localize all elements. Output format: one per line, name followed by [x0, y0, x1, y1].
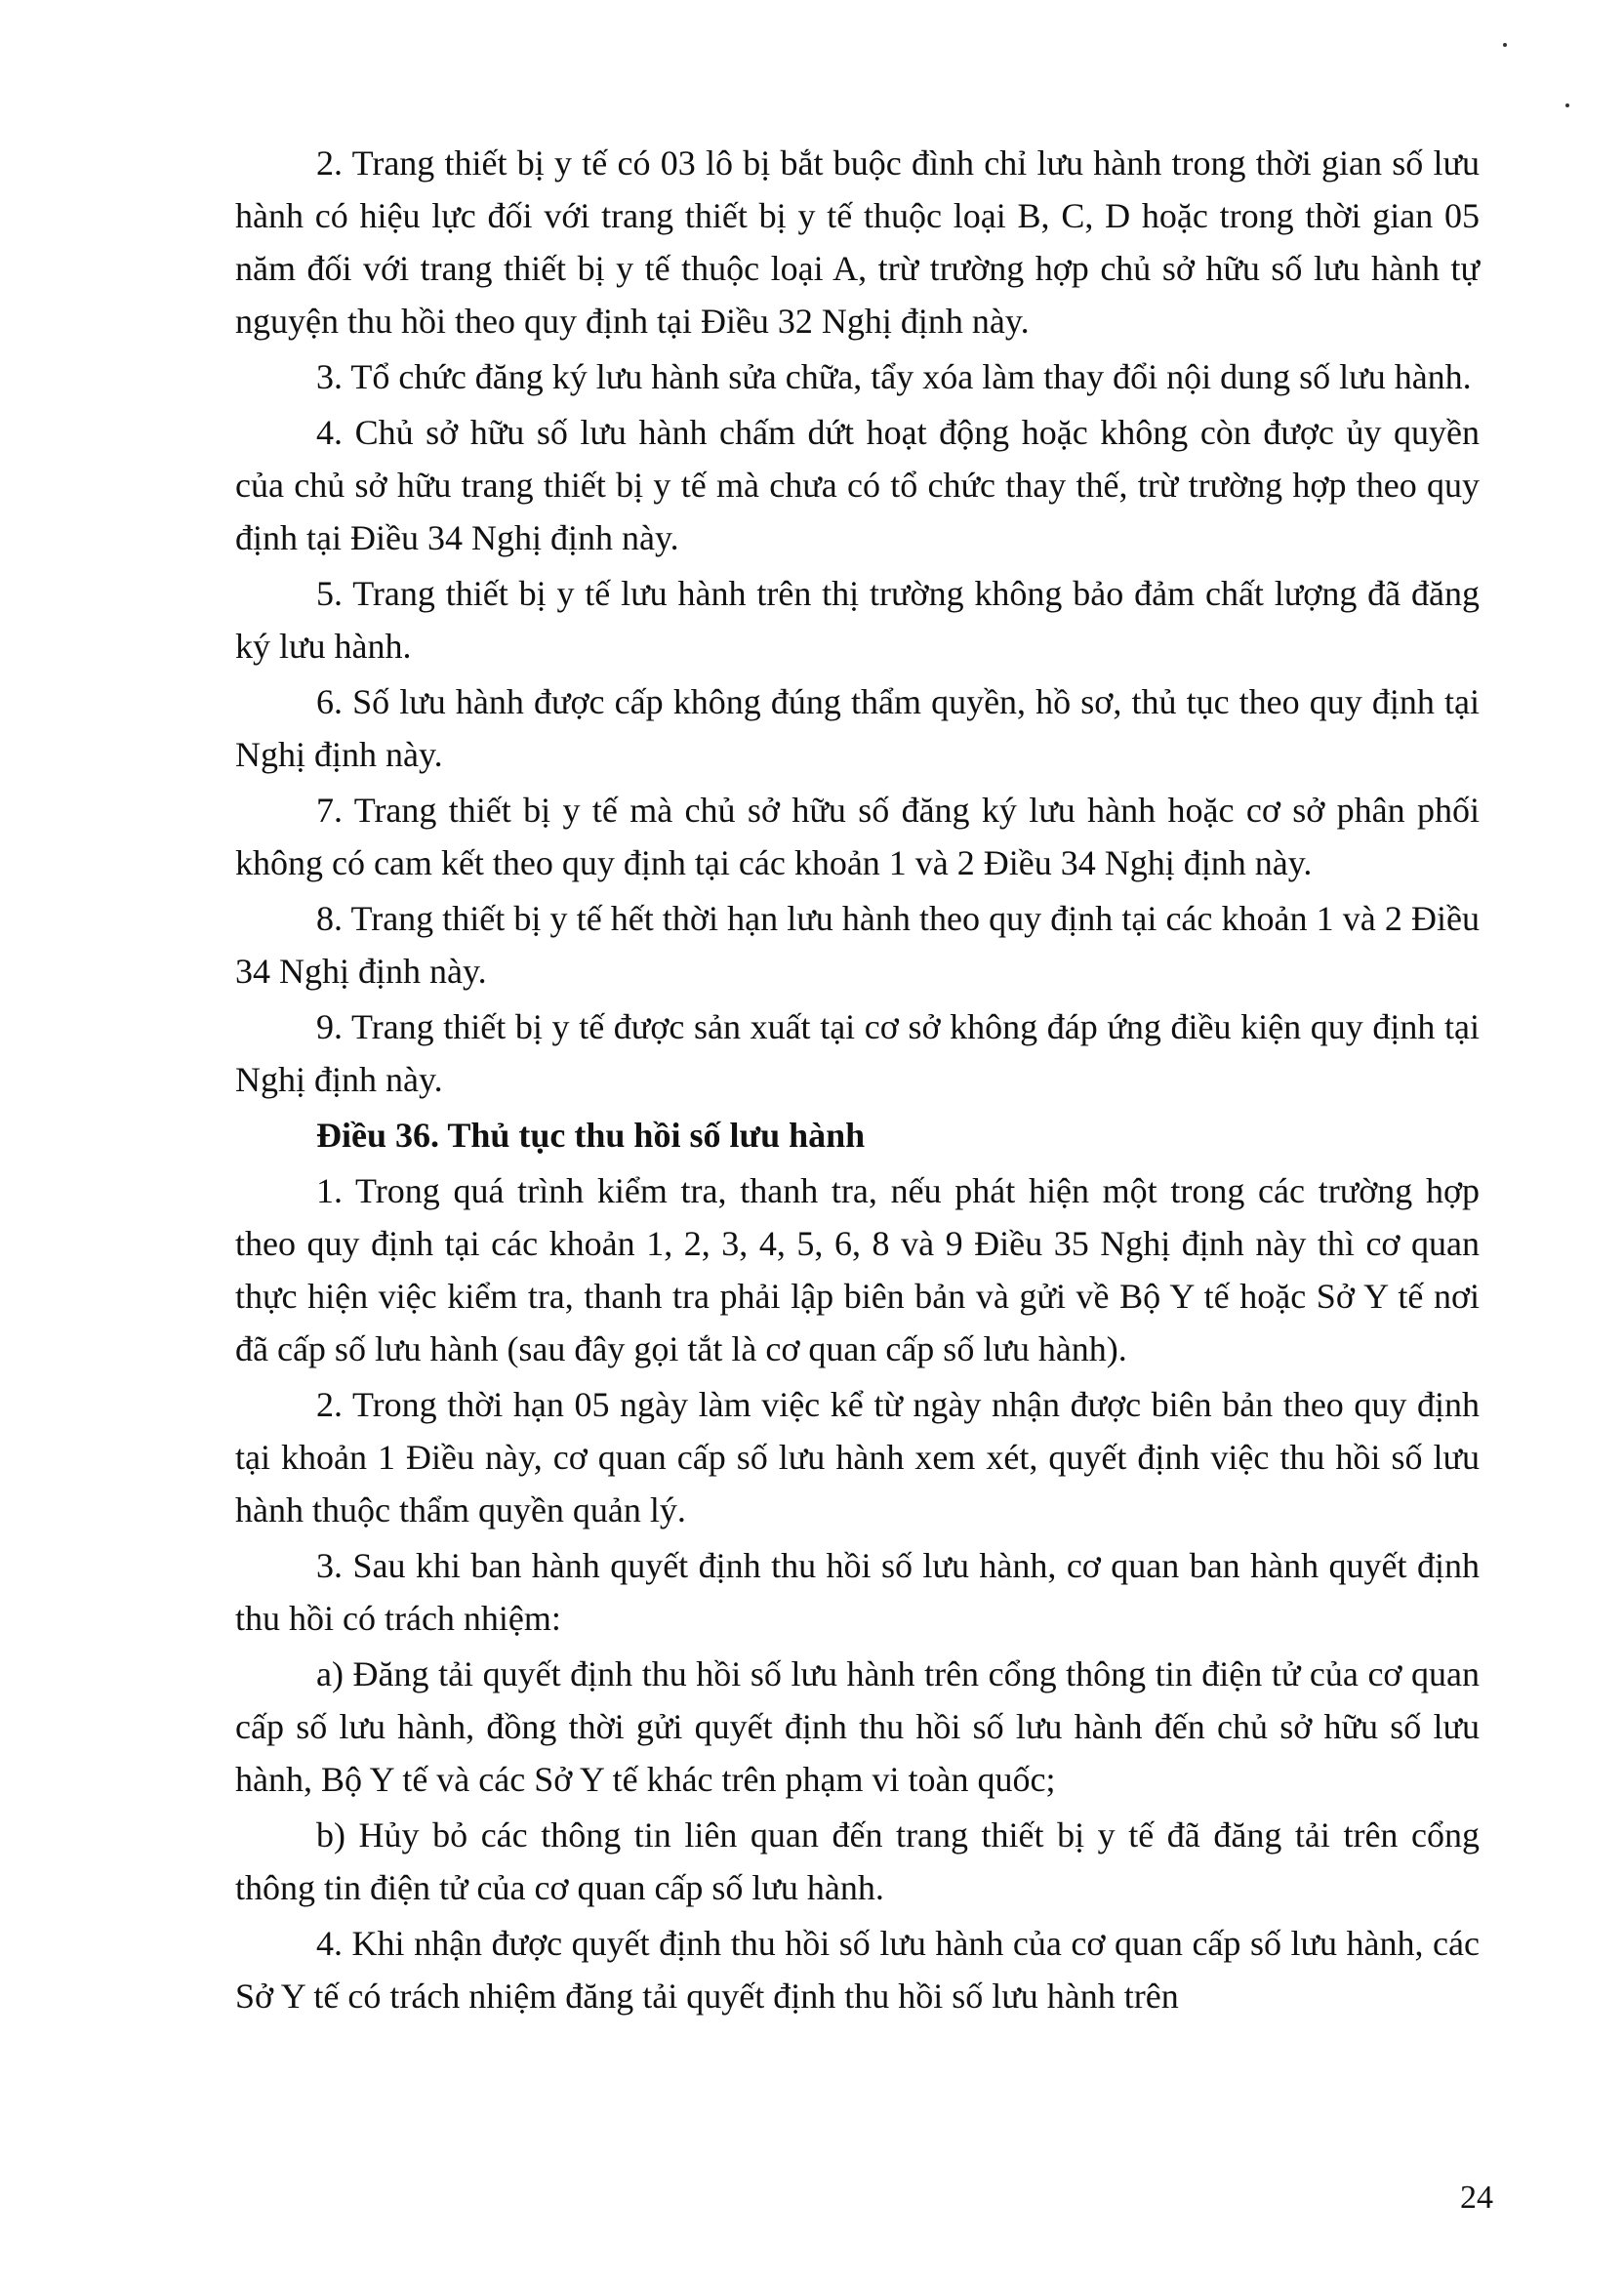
document-body	[235, 137, 1480, 2025]
article-36-heading: Điều 36. Thủ tục thu hồi số lưu hành	[316, 1116, 866, 1155]
scan-speck	[1503, 43, 1507, 47]
paragraph-clause-5: 5. Trang thiết bị y tế lưu hành trên thị trường không bảo đảm chất lượng đã đăng ký lưu hành.	[235, 574, 1480, 666]
article-36-clause-3: 3. Sau khi ban hành quyết định thu hồi số lưu hành, cơ quan ban hành quyết định thu hồi có trách nhiệm:	[235, 1546, 1480, 1638]
paragraph-clause-4: 4. Chủ sở hữu số lưu hành chấm dứt hoạt động hoặc không còn được ủy quyền của chủ sở hữu trang thiết bị y tế mà chưa có tổ chức thay thế, trừ trường hợp theo quy định tại Điều 34 Nghị định này.	[235, 413, 1480, 557]
paragraph-clause-2: 2. Trang thiết bị y tế có 03 lô bị bắt buộc đình chỉ lưu hành trong thời gian số lưu hành có hiệu lực đối với trang thiết bị y tế thuộc loại B, C, D hoặc trong thời gian 05 năm đối với trang thiết bị y tế thuộc loại A, trừ trường hợp chủ sở hữu số lưu hành tự nguyện thu hồi theo quy định tại Điều 32 Nghị định này.	[235, 143, 1480, 341]
article-36-clause-2: 2. Trong thời hạn 05 ngày làm việc kể từ ngày nhận được biên bản theo quy định tại khoản 1 Điều này, cơ quan cấp số lưu hành xem xét, quyết định việc thu hồi số lưu hành thuộc thẩm quyền quản lý.	[235, 1385, 1480, 1529]
paragraph-clause-7: 7. Trang thiết bị y tế mà chủ sở hữu số đăng ký lưu hành hoặc cơ sở phân phối không có cam kết theo quy định tại các khoản 1 và 2 Điều 34 Nghị định này.	[235, 791, 1480, 882]
page-number: 24	[1460, 2180, 1493, 2216]
article-36-clause-3a: a) Đăng tải quyết định thu hồi số lưu hành trên cổng thông tin điện tử của cơ quan cấp số lưu hành, đồng thời gửi quyết định thu hồi số lưu hành đến chủ sở hữu số lưu hành, Bộ Y tế và các Sở Y tế khác trên phạm vi toàn quốc;	[235, 1654, 1480, 1799]
paragraph-clause-3: 3. Tổ chức đăng ký lưu hành sửa chữa, tẩy xóa làm thay đổi nội dung số lưu hành.	[316, 357, 1472, 396]
scan-speck	[1565, 103, 1569, 107]
article-36-clause-3b: b) Hủy bỏ các thông tin liên quan đến trang thiết bị y tế đã đăng tải trên cổng thông tin điện tử của cơ quan cấp số lưu hành.	[235, 1815, 1480, 1907]
paragraph-clause-6: 6. Số lưu hành được cấp không đúng thẩm quyền, hồ sơ, thủ tục theo quy định tại Nghị định này.	[235, 682, 1480, 774]
article-36-clause-1: 1. Trong quá trình kiểm tra, thanh tra, nếu phát hiện một trong các trường hợp theo quy định tại các khoản 1, 2, 3, 4, 5, 6, 8 và 9 Điều 35 Nghị định này thì cơ quan thực hiện việc kiểm tra, thanh tra phải lập biên bản và gửi về Bộ Y tế hoặc Sở Y tế nơi đã cấp số lưu hành (sau đây gọi tắt là cơ quan cấp số lưu hành).	[235, 1171, 1480, 1368]
paragraph-clause-8: 8. Trang thiết bị y tế hết thời hạn lưu hành theo quy định tại các khoản 1 và 2 Điều 34 Nghị định này.	[235, 899, 1480, 991]
article-36-clause-4: 4. Khi nhận được quyết định thu hồi số lưu hành của cơ quan cấp số lưu hành, các Sở Y tế có trách nhiệm đăng tải quyết định thu hồi số lưu hành trên	[235, 1924, 1480, 2016]
paragraph-clause-9: 9. Trang thiết bị y tế được sản xuất tại cơ sở không đáp ứng điều kiện quy định tại Nghị định này.	[235, 1007, 1480, 1099]
